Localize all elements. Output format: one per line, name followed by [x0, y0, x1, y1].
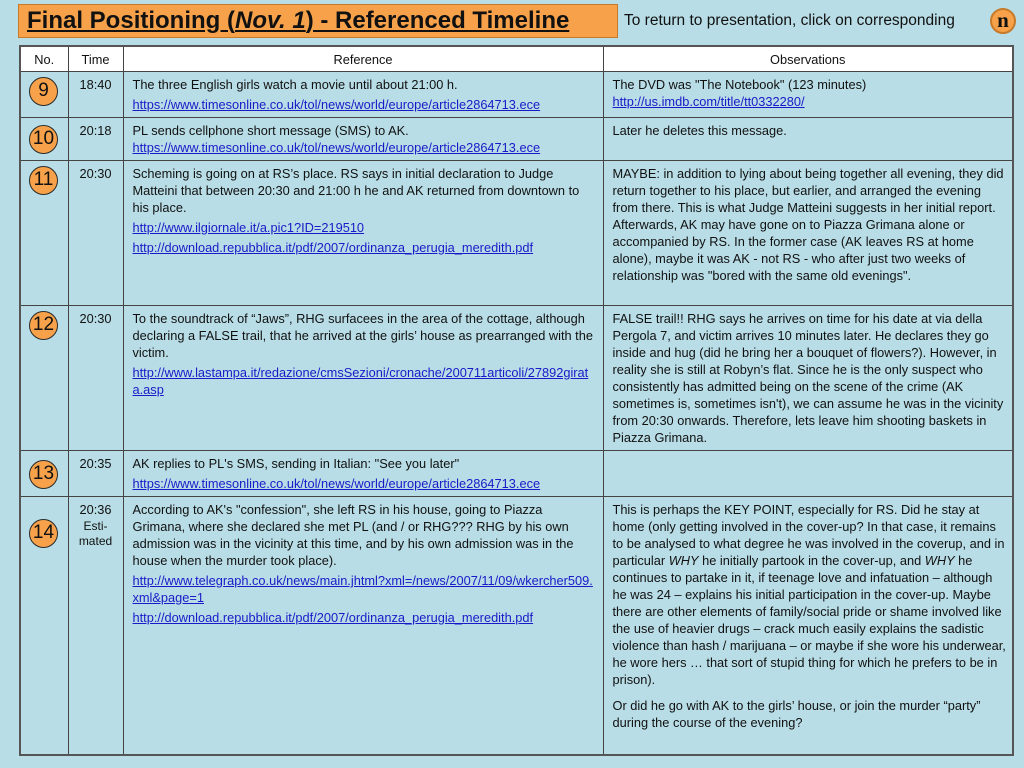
- reference-text: AK replies to PL's SMS, sending in Italian: "See you later": [132, 456, 460, 471]
- observation-text: Or did he go with AK to the girls’ house, or join the murder “party” during the course of the evening?: [612, 698, 981, 730]
- return-n-button[interactable]: n: [990, 8, 1016, 34]
- time-cell: 20:35: [68, 451, 123, 497]
- time-value: 20:36: [79, 502, 112, 517]
- time-estimated-note: Esti- mated: [78, 519, 113, 548]
- return-instruction: To return to presentation, click on corresponding: [624, 12, 955, 29]
- time-cell: 20:30: [68, 306, 123, 451]
- row-number-cell: [20, 118, 68, 161]
- table-row: [20, 118, 1013, 161]
- reference-cell: [123, 451, 603, 497]
- table-row: [20, 497, 1013, 755]
- observation-cell: [603, 306, 1013, 451]
- observation-cell: [603, 118, 1013, 161]
- reference-text: The three English girls watch a movie until about 21:00 h.: [132, 77, 458, 92]
- row-number-cell: [20, 306, 68, 451]
- time-cell: [68, 497, 123, 755]
- page-title: Final Positioning (Nov. 1) - Referenced Timeline: [27, 7, 570, 34]
- observation-cell: [603, 451, 1013, 497]
- slide-link-10-button[interactable]: 10: [29, 125, 58, 154]
- row-number-cell: [20, 451, 68, 497]
- table-row: [20, 306, 1013, 451]
- slide-link-9-button[interactable]: 9: [29, 77, 58, 106]
- reference-cell: [123, 118, 603, 161]
- reference-text: According to AK's "confession", she left RS in his house, going to Piazza Grimana, where she declared she met PL (and / or RHG??? RHG by his own admission was in the vicinity at this time, and by his own admission was in the house when the murder took place).: [132, 502, 574, 568]
- slide-link-14-button[interactable]: 14: [29, 519, 58, 548]
- reference-cell: [123, 306, 603, 451]
- observation-text: The DVD was "The Notebook" (123 minutes): [612, 77, 867, 92]
- reference-text: PL sends cellphone short message (SMS) to AK.: [132, 123, 409, 138]
- observation-text: MAYBE: in addition to lying about being together all evening, they did return together to his place, but earlier, and arranged the evening from there. This is what Judge Matteini suggests in her initial report. Afterwards, AK may have gone on to Piazza Grimana alone or accompanied by RS. In the former case (AK leaves RS at home alone), maybe it was AK - not RS - who after just two weeks of relationship was "bored with the same old evenings".: [612, 166, 1004, 283]
- observation-cell: [603, 72, 1013, 118]
- table-row: [20, 72, 1013, 118]
- col-header-time: Time: [68, 46, 123, 72]
- reference-link[interactable]: http://www.telegraph.co.uk/news/main.jhtml?xml=/news/2007/11/09/wkercher509.xml&page=1: [132, 573, 593, 605]
- observation-cell: [603, 161, 1013, 306]
- reference-link[interactable]: https://www.timesonline.co.uk/tol/news/world/europe/article2864713.ece: [132, 476, 541, 491]
- reference-cell: [123, 161, 603, 306]
- col-header-no: No.: [20, 46, 68, 72]
- row-number-cell: [20, 72, 68, 118]
- observation-text: FALSE trail!! RHG says he arrives on time for his date at via della Pergola 7, and victim arrives 10 minutes later. He declares they go inside and hug (did he bring her a bouquet of flowers?). However, in reality she is still at Robyn’s flat. Since he is the only suspect who consistently has admitted being on the scene of the crime (AK sometimes is, sometimes isn't), we can assume he was in the vicinity from 20:30 onwards. Therefore, lets leave him shooting baskets in Piazza Grimana.: [612, 311, 1004, 445]
- observation-link[interactable]: http://us.imdb.com/title/tt0332280/: [612, 94, 805, 109]
- reference-cell: [123, 497, 603, 755]
- time-cell: 20:18: [68, 118, 123, 161]
- reference-link[interactable]: http://download.repubblica.it/pdf/2007/ordinanza_perugia_meredith.pdf: [132, 240, 534, 255]
- col-header-reference: Reference: [123, 46, 603, 72]
- reference-link[interactable]: https://www.timesonline.co.uk/tol/news/world/europe/article2864713.ece: [132, 140, 541, 155]
- reference-link[interactable]: http://www.lastampa.it/redazione/cmsSezioni/cronache/200711articoli/27892girata.asp: [132, 365, 589, 397]
- timeline-table: [19, 45, 1014, 756]
- row-number-cell: [20, 497, 68, 755]
- slide-link-12-button[interactable]: 12: [29, 311, 58, 340]
- slide-link-13-button[interactable]: 13: [29, 460, 58, 489]
- observation-cell: [603, 497, 1013, 755]
- row-number-cell: [20, 161, 68, 306]
- col-header-observations: Observations: [603, 46, 1013, 72]
- title-banner: [18, 4, 618, 38]
- reference-text: Scheming is going on at RS’s place. RS says in initial declaration to Judge Matteini that between 20:30 and 21:00 h he and AK returned from downtown to his place.: [132, 166, 580, 215]
- time-cell: 18:40: [68, 72, 123, 118]
- reference-link[interactable]: https://www.timesonline.co.uk/tol/news/world/europe/article2864713.ece: [132, 97, 541, 112]
- reference-cell: [123, 72, 603, 118]
- table-row: [20, 451, 1013, 497]
- table-row: [20, 161, 1013, 306]
- reference-link[interactable]: http://download.repubblica.it/pdf/2007/ordinanza_perugia_meredith.pdf: [132, 610, 534, 625]
- table-header-row: [20, 46, 1013, 72]
- reference-text: To the soundtrack of “Jaws”, RHG surfacees in the area of the cottage, although declaring a FALSE trail, that he arrived at the girls’ house as prearranged with the victim.: [132, 311, 593, 360]
- time-cell: 20:30: [68, 161, 123, 306]
- observation-text: This is perhaps the KEY POINT, especially for RS. Did he stay at home (only getting involved in the cover-up? In that case, it remains to be analysed to what degree he was involved in the coverup, and in particular WHY he initially partook in the cover-up, and WHY he continues to partake in it, if teenage love and infatuation – although he was 24 – explains his initial participation in the cover-up. Maybe there are other elements of family/social pride or shame involved like the use of heavier drugs – crack much easily explains the sadistic violence than hash / marijuana – or maybe if she wore his underwear, he wore hers … that sort of stupid thing for which he prefers to be in prison).: [612, 502, 1006, 687]
- observation-text: Later he deletes this message.: [612, 123, 787, 138]
- slide-link-11-button[interactable]: 11: [29, 166, 58, 195]
- reference-link[interactable]: http://www.ilgiornale.it/a.pic1?ID=219510: [132, 220, 365, 235]
